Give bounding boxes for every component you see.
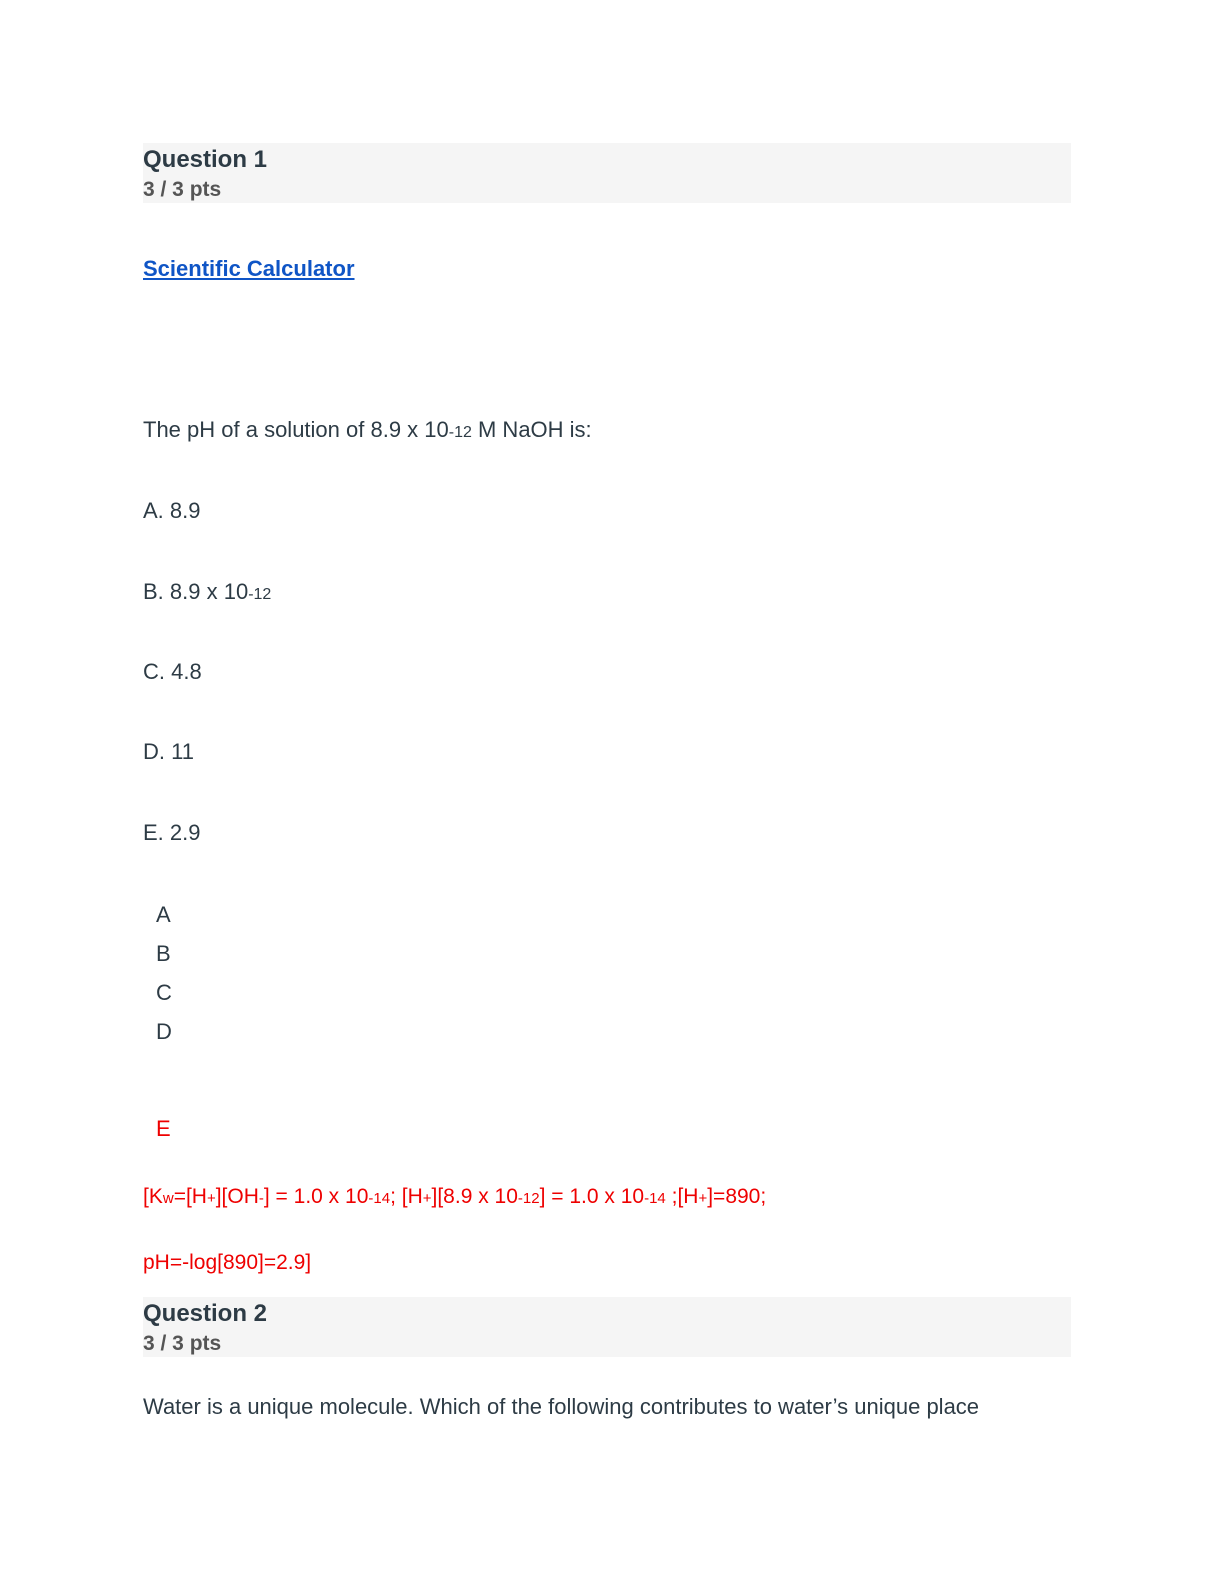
question-2-header — [143, 1297, 1071, 1357]
answer-choice-b[interactable]: B — [156, 941, 171, 966]
question-2-title: Question 2 — [143, 1300, 268, 1327]
question-1-title: Question 1 — [143, 146, 268, 173]
question-1-points: 3 / 3 pts — [143, 178, 222, 201]
scientific-calculator-link[interactable]: Scientific Calculator — [143, 256, 355, 281]
question-2-prompt: Water is a unique molecule. Which of the following contributes to water’s unique place — [143, 1394, 980, 1419]
question-1-prompt: The pH of a solution of 8.9 x 10-12 M NaOH is: — [143, 417, 592, 442]
option-b-text: B. 8.9 x 10-12 — [143, 579, 272, 604]
explanation-line-2: pH=-log[890]=2.9] — [143, 1251, 312, 1274]
answer-choice-e-selected[interactable]: E — [156, 1116, 171, 1141]
answer-choice-d[interactable]: D — [156, 1019, 172, 1044]
option-d-text: D. 11 — [143, 739, 194, 764]
option-a-text: A. 8.9 — [143, 498, 201, 523]
explanation-line-1: [Kw=[H+][OH-] = 1.0 x 10-14; [H+][8.9 x 10-12] = 1.0 x 10-14 ;[H+]=890; — [143, 1185, 767, 1208]
answer-choice-a[interactable]: A — [156, 902, 171, 927]
option-e-text: E. 2.9 — [143, 820, 201, 845]
option-c-text: C. 4.8 — [143, 659, 202, 684]
question-1-header — [143, 143, 1071, 203]
answer-choice-c[interactable]: C — [156, 980, 172, 1005]
question-2-points: 3 / 3 pts — [143, 1332, 222, 1355]
